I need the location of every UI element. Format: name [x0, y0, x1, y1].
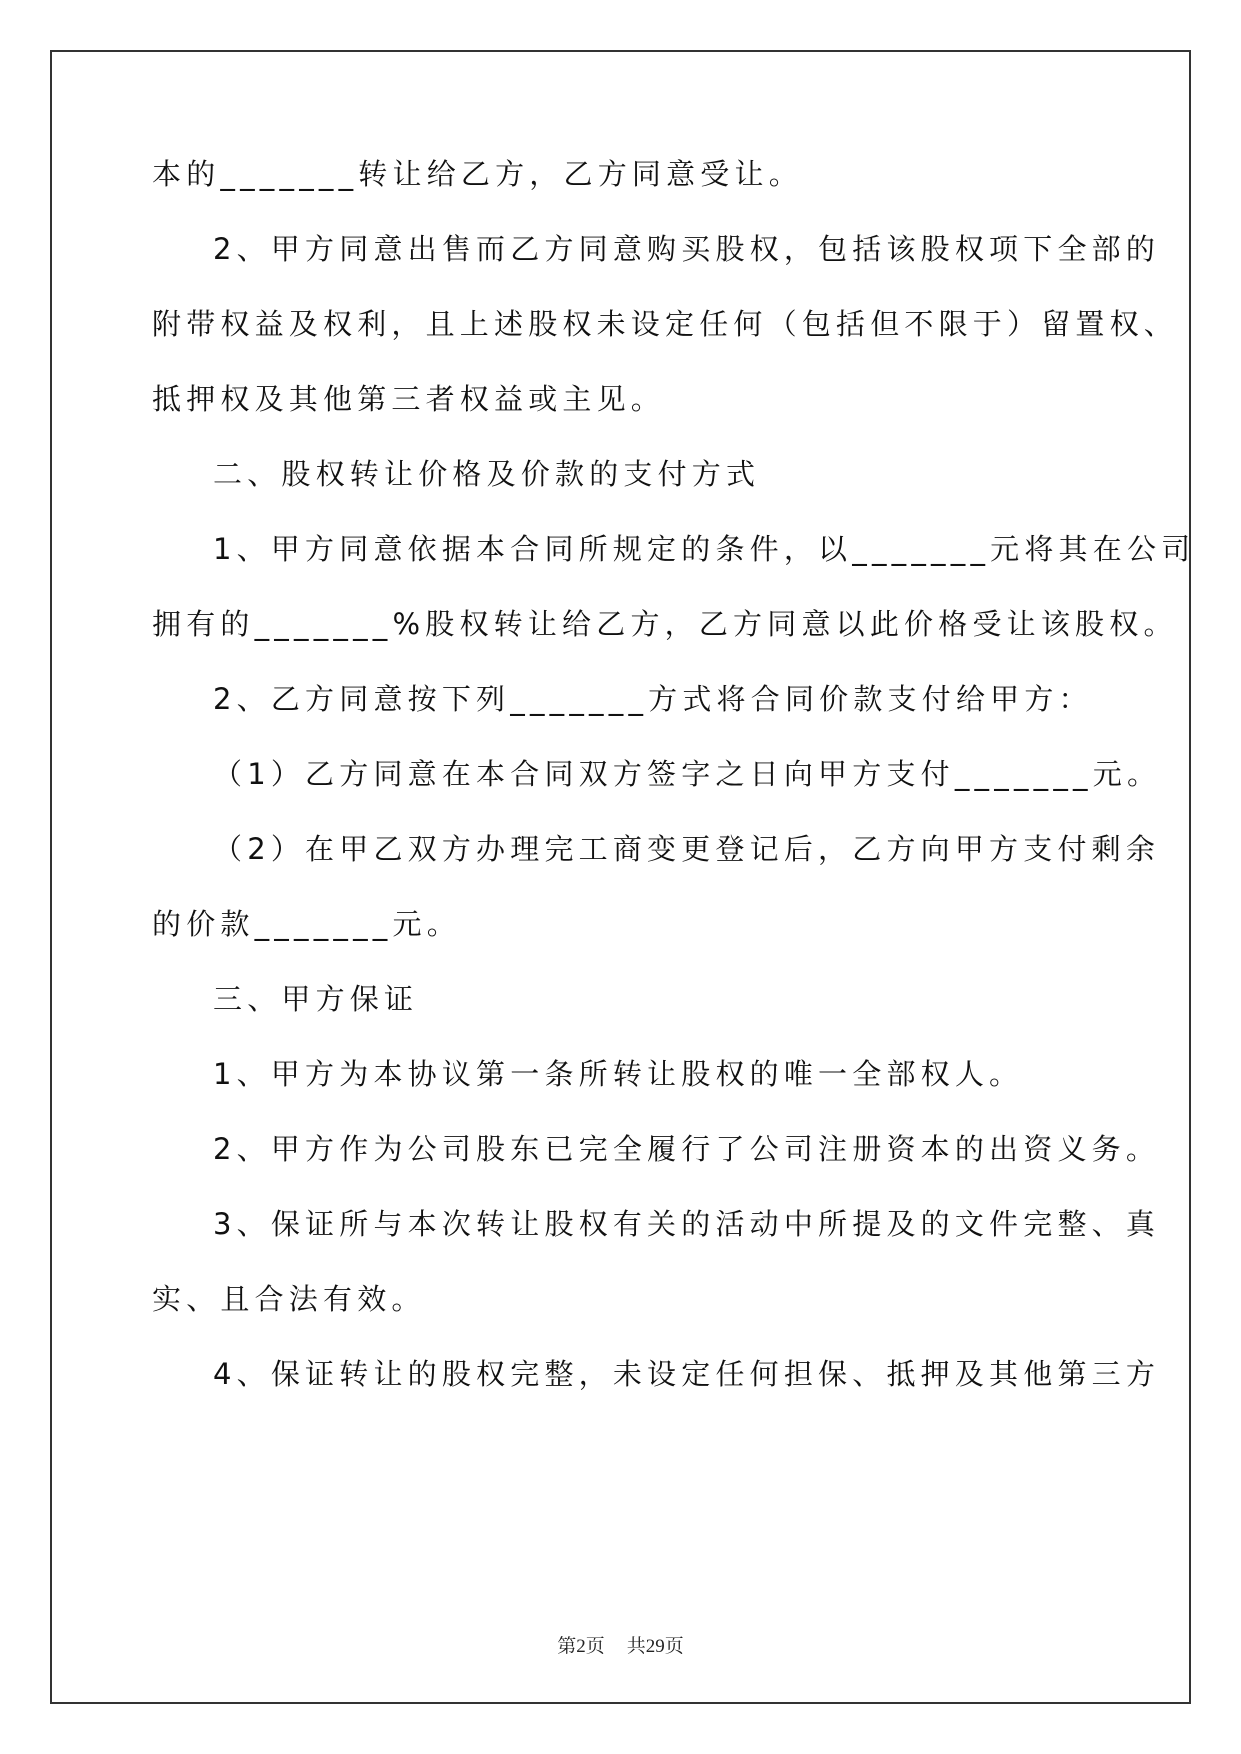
text-line-17: 4、保证转让的股权完整，未设定任何担保、抵押及其他第三方	[213, 1357, 1161, 1391]
text-line-7: 拥有的_______%股权转让给乙方，乙方同意以此价格受让该股权。	[152, 607, 1178, 641]
page-footer	[0, 1635, 1241, 1659]
page-border	[50, 50, 1191, 1704]
text-line-6: 1、甲方同意依据本合同所规定的条件，以_______元将其在公司	[213, 532, 1196, 566]
text-line-14: 2、甲方作为公司股东已完全履行了公司注册资本的出资义务。	[213, 1132, 1161, 1166]
text-line-10: （2）在甲乙双方办理完工商变更登记后，乙方向甲方支付剩余	[213, 832, 1161, 866]
text-line-15: 3、保证所与本次转让股权有关的活动中所提及的文件完整、真	[213, 1207, 1161, 1241]
total-pages: 共29页	[626, 1636, 684, 1657]
text-line-2: 2、甲方同意出售而乙方同意购买股权，包括该股权项下全部的	[213, 232, 1161, 266]
page-number: 第2页	[557, 1636, 605, 1657]
text-line-13: 1、甲方为本协议第一条所转让股权的唯一全部权人。	[213, 1057, 1024, 1091]
text-line-3: 附带权益及权利，且上述股权未设定任何（包括但不限于）留置权、	[152, 307, 1179, 341]
text-line-4: 抵押权及其他第三者权益或主见。	[152, 382, 666, 416]
text-line-11: 的价款_______元。	[152, 907, 461, 941]
section-heading-2: 二、股权转让价格及价款的支付方式	[213, 457, 761, 491]
text-line-1: 本的_______转让给乙方，乙方同意受让。	[152, 157, 803, 191]
section-heading-3: 三、甲方保证	[213, 982, 419, 1016]
text-line-8: 2、乙方同意按下列_______方式将合同价款支付给甲方：	[213, 682, 1093, 716]
text-line-9: （1）乙方同意在本合同双方签字之日向甲方支付_______元。	[213, 757, 1162, 791]
text-line-16: 实、且合法有效。	[152, 1282, 426, 1316]
